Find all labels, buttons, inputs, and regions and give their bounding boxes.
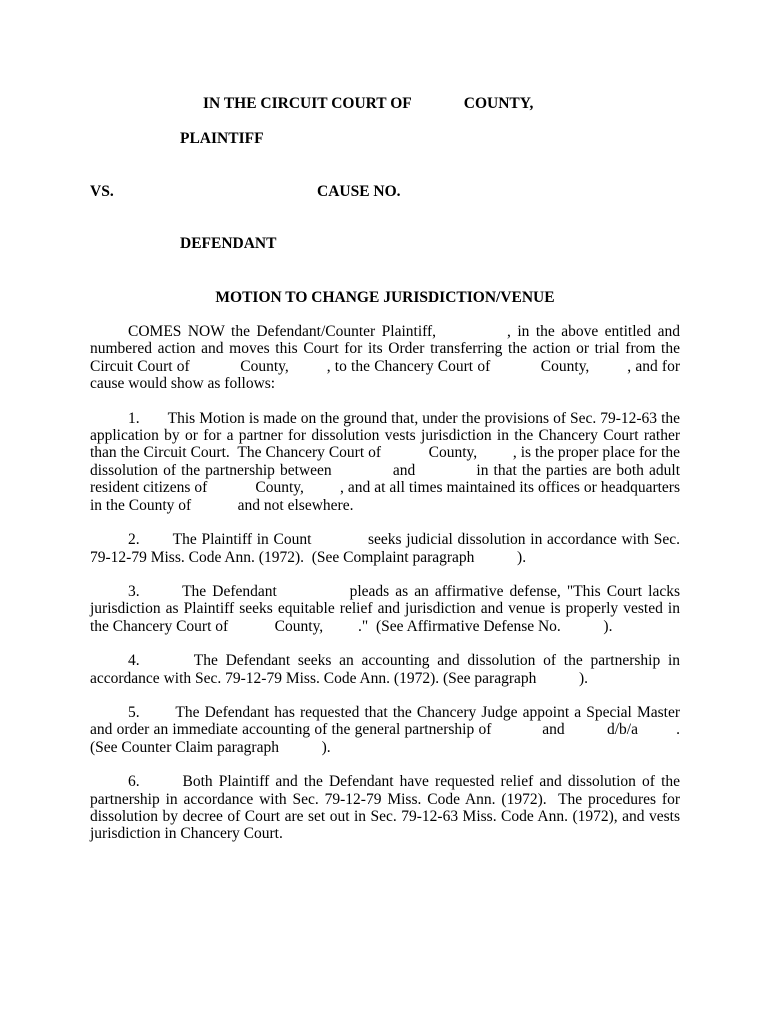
paragraph-4: 4. The Defendant seeks an accounting and dissolution of the partnership in accordance with Sec. 79-12-79 Miss. Code Ann. (1972). (See paragraph ). — [90, 652, 680, 687]
paragraph-comes-now: COMES NOW the Defendant/Counter Plaintiff, , in the above entitled and numbered action and moves this Court for its Order transferring the action or trial from the Circuit Court of County, , to the Chancery Court of County, , and for cause would show as follows: — [90, 323, 680, 393]
court-caption-line — [203, 95, 680, 112]
paragraph-6: 6. Both Plaintiff and the Defendant have requested relief and dissolution of the partnership in accordance with Sec. 79-12-79 Miss. Code Ann. (1972). The procedures for dissolution by decree of Court are set out in Sec. 79-12-63 Miss. Code Ann. (1972), and vests jurisdiction in Chancery Court. — [90, 773, 680, 843]
paragraph-3: 3. The Defendant pleads as an affirmative defense, "This Court lacks jurisdiction as Plaintiff seeks equitable relief and jurisdiction and venue is properly vested in the Chancery Court of County, ." (See Affirmative Defense No. ). — [90, 582, 680, 635]
county-blank-field — [412, 107, 464, 108]
cause-no-label: CAUSE NO. — [317, 182, 401, 200]
document-title: MOTION TO CHANGE JURISDICTION/VENUE — [215, 288, 555, 306]
plaintiff-label: PLAINTIFF — [180, 130, 264, 148]
paragraph-5: 5. The Defendant has requested that the Chancery Judge appoint a Special Master and order an immediate accounting of the general partnership of and d/b/a . (See Counter Claim paragraph ). — [90, 703, 680, 756]
court-caption-county-label: COUNTY, — [463, 95, 534, 112]
court-caption-text: IN THE CIRCUIT COURT OF — [203, 95, 412, 112]
paragraph-2: 2. The Plaintiff in Count seeks judicial dissolution in accordance with Sec. 79-12-79 Miss. Code Ann. (1972). (See Complaint paragraph ). — [90, 531, 680, 566]
paragraph-1: 1. This Motion is made on the ground that, under the provisions of Sec. 79-12-63 the application by or for a partner for dissolution vests jurisdiction in the Chancery Court rather than the Circuit Court. The Chancery Court of County, , is the proper place for the dissolution of the partnership between and in that the parties are both adult resident citizens of County, , and at all times maintained its offices or headquarters in the County of and not elsewhere. — [90, 409, 680, 514]
vs-cause-line — [90, 183, 680, 200]
vs-label: VS. — [90, 182, 114, 200]
defendant-label: DEFENDANT — [180, 235, 277, 253]
